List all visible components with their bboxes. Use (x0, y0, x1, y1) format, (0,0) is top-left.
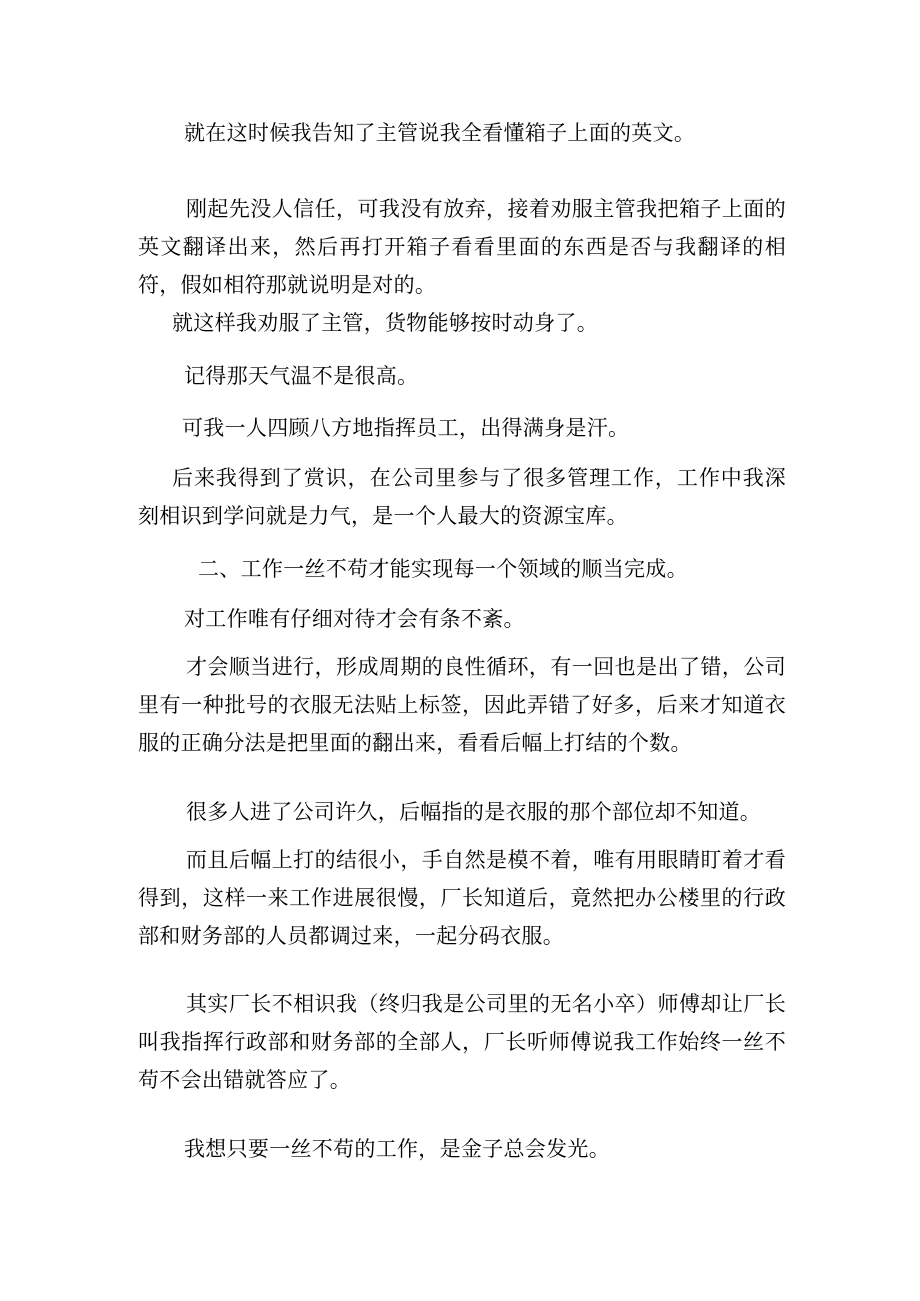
paragraph-2: 刚起先没人信任，可我没有放弃，接着劝服主管我把箱子上面的英文翻译出来，然后再打开箱子看看里面的东西是否与我翻译的相符，假如相符那就说明是对的。 (138, 197, 786, 297)
paragraph-11: 而且后幅上打的结很小，手自然是模不着，唯有用眼睛盯着才看得到，这样一来工作进展很慢，厂长知道后，竟然把办公楼里的行政部和财务部的人员都调过来，一起分码衣服。 (138, 848, 786, 948)
paragraph-10: 很多人进了公司许久，后幅指的是衣服的那个部位却不知道。 (186, 800, 762, 824)
paragraph-9: 才会顺当进行，形成周期的良性循环，有一回也是出了错，公司里有一种批号的衣服无法贴上标签，因此弄错了好多，后来才知道衣服的正确分法是把里面的翻出来，看看后幅上打结的个数。 (138, 655, 786, 755)
paragraph-8: 对工作唯有仔细对待才会有条不紊。 (184, 607, 525, 631)
paragraph-7-heading: 二、工作一丝不苟才能实现每一个领域的顺当完成。 (198, 557, 688, 581)
paragraph-13: 我想只要一丝不苟的工作，是金子总会发光。 (184, 1137, 610, 1161)
paragraph-1: 就在这时候我告知了主管说我全看懂箱子上面的英文。 (184, 121, 696, 145)
paragraph-3: 就这样我劝服了主管，货物能够按时动身了。 (172, 311, 598, 335)
paragraph-6: 后来我得到了赏识，在公司里参与了很多管理工作，工作中我深刻相识到学问就是力气，是一个人最大的资源宝库。 (138, 466, 786, 528)
paragraph-12: 其实厂长不相识我（终归我是公司里的无名小卒）师傅却让厂长叫我指挥行政部和财务部的全部人，厂长听师傅说我工作始终一丝不苟不会出错就答应了。 (138, 992, 786, 1092)
paragraph-5: 可我一人四顾八方地指挥员工，出得满身是汗。 (182, 416, 630, 440)
paragraph-4: 记得那天气温不是很高。 (184, 364, 419, 388)
